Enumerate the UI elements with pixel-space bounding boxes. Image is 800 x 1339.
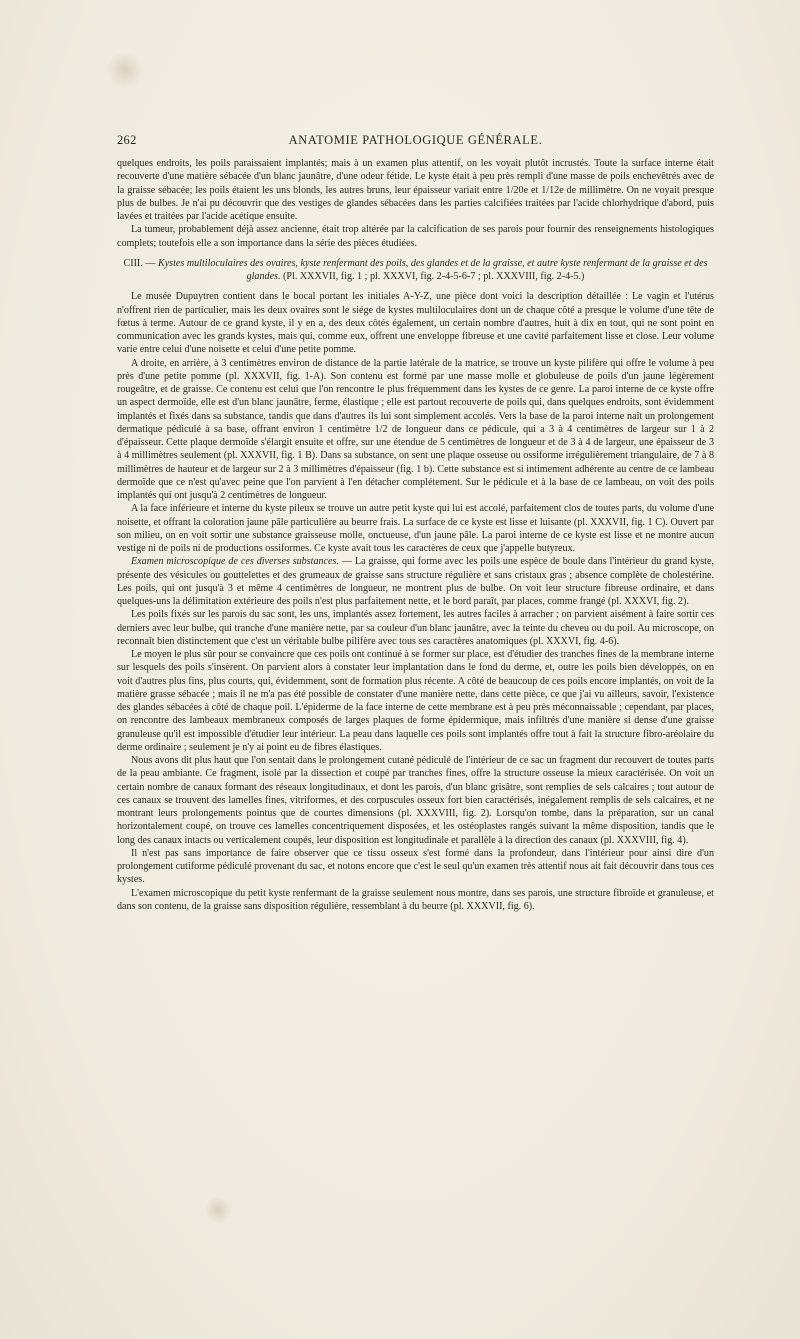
paper-stain: [108, 50, 142, 90]
paragraph: A droite, en arrière, à 3 centimètres environ de distance de la partie latérale de la matrice, se trouve un kyste pilifère qui offre le volume à peu près d'une petite pomme (pl. XXXVII, fig. 1-A). Son contenu est formé par une masse molle et globuleuse de poils d'un jaune légèrement rougeâtre, et de graisse. Ce contenu est celui que l'on rencontre le plus fréquemment dans les kystes de ce genre. La paroi interne de ce kyste offre un aspect dermoïde, elle est d'un blanc jaunâtre, ferme, élastique ; elle est partout recouverte de poils qui, dans quelques endroits, sont évidemment implantés et fixés dans sa substance, tandis que dans d'autres ils lui sont simplement accolés. Vers la base de la paroi interne naît un prolongement dermatique pédiculé à sa base, offrant environ 1 centimètre 1/2 de longueur dans ce pédicule, qui a 3 à 4 centimètres de largeur sur 1 à 2 d'épaisseur. Cette plaque dermoïde s'élargit ensuite et offre, sur une étendue de 5 centimètres de longueur et de 3 à 4 de largeur, une épaisseur de 3 à 4 millimètres seulement (pl. XXXVII, fig. 1 B). Dans sa substance, on sent une plaque osseuse ou ossiforme irrégulièrement triangulaire, de 7 à 8 millimètres de hauteur et de largeur sur 2 à 3 millimètres d'épaisseur (fig. 1 b). Cette substance est si intimement adhérente au centre de ce lambeau dermoïde que ce n'est qu'avec peine que l'on parvient à l'en détacher complétement. Sur le pédicule et à la base de ce lambeau, on voit des poils implantés qui ont jusqu'à 2 centimètres de longueur.: [117, 357, 714, 501]
paragraph: A la face inférieure et interne du kyste pileux se trouve un autre petit kyste qui lui est accolé, parfaitement clos de toutes parts, du volume d'une noisette, et offrant la coloration jaune pâle particulière au beurre frais. La surface de ce kyste est lisse et luisante (pl. XXXVII, fig. 1 C). Ouvert par son milieu, on en voit sortir une substance graisseuse molle, onctueuse, d'un jaune pâle. La paroi interne de ce kyste est lisse et ne montre aucun vestige ni de poils ni de productions ossiformes. Ce kyste avait tous les caractères de ceux que j'appelle butyreux.: [117, 503, 714, 554]
paragraph: Les poils fixés sur les parois du sac sont, les uns, implantés assez fortement, les autres faciles à arracher ; on parvient aisément à faire sortir ces derniers avec leur bulbe, qui tranche d'une manière nette, par sa couleur d'un blanc jaunâtre, avec la teinte du cheveu ou du poil. Au microscope, on reconnaît bien distinctement que c'est un véritable bulbe pilifère avec tous ses caractères anatomiques (pl. XXXVI, fig. 4-6).: [117, 609, 714, 647]
paragraph: L'examen microscopique du petit kyste renfermant de la graisse seulement nous montre, dans ses parois, une structure fibroïde et granuleuse, et dans son contenu, de la graisse sans disposition régulière, ressemblant à du beurre (pl. XXXVII, fig. 6).: [117, 887, 714, 912]
paragraph: La tumeur, probablement déjà assez ancienne, était trop altérée par la calcification de ses parois pour fournir des renseignements histologiques complets; toutefois elle a son importance dans la série des pièces étudiées.: [117, 224, 714, 249]
paragraph: [117, 555, 714, 608]
paragraph: quelques endroits, les poils paraissaient implantés; mais à un examen plus attentif, on les voyait plutôt incrustés. Toute la surface interne était recouverte d'une matière sébacée d'un blanc jaunâtre, d'une odeur fétide. Le kyste était à peu près rempli d'une masse de poils enchevêtrés avec de la graisse sébacée; les poils étaient les uns blonds, les autres bruns, leur épaisseur variait entre 1/20e et 1/12e de millimètre. On ne voyait presque plus de bulbes. Je n'ai pu découvrir que des vestiges de glandes sébacées dans les parties calcifiées traitées par l'acide chlorhydrique d'abord, puis lavées et traitées par l'acide acétique ensuite.: [117, 158, 714, 222]
paragraph-text: — La graisse, qui forme avec les poils une espèce de boule dans l'intérieur du grand kyste, présente des vésicules ou gouttelettes et des grumeaux de graisse sans structure régulière et sans cristaux gras ; absence complète de cholestérine. Les poils, qui ont jusqu'à 3 et même 4 centimètres de longueur, ne montrent plus de bulbe. On voit leur structure fibreuse ordinaire, et dans quelques-uns la délimitation extérieure des poils n'est plus parfaitement nette, et le bord paraît, par places, comme frangé (pl. XXXVI, fig. 2).: [117, 556, 714, 607]
paragraph: Le moyen le plus sûr pour se convaincre que ces poils ont continué à se former sur place, est d'étudier des tranches fines de la membrane interne sur lesquels des poils s'insèrent. On parvient alors à constater leur implantation dans le fond du derme, et, outre les poils bien développés, on en voit d'autres plus fins, plus courts, qui, évidemment, sont de formation plus récente. A côté de beaucoup de ces poils encore implantés, on voit de la matière grasse sébacée ; mais il ne m'a pas été possible de constater d'une manière nette, dans cette pièce, ce que j'ai vu ailleurs, savoir, l'existence des glandes sébacées à côté de chaque poil. L'épiderme de la face interne de cette membrane est à peu près méconnaissable ; cependant, par places, on rencontre des lambeaux membraneux composés de larges plaques de forme épidermique, mais infiltrés d'une manière si dense d'une graisse granuleuse qu'il est impossible d'étudier leur intérieur. La peau dans laquelle ces poils sont implantés offre tout à fait la structure fibro-aréolaire du derme ordinaire ; seulement je n'y ai point eu de fibres élastiques.: [117, 649, 714, 753]
running-title: ANATOMIE PATHOLOGIQUE GÉNÉRALE.: [288, 133, 543, 147]
section-references: (Pl. XXXVII, fig. 1 ; pl. XXXVI, fig. 2-4-5-6-7 ; pl. XXXVIII, fig. 2-4-5.): [283, 271, 585, 282]
paragraph: Nous avons dit plus haut que l'on sentait dans le prolongement cutané pédiculé de l'intérieur de ce sac un fragment dur recouvert de toutes parts de la peau ambiante. Ce fragment, isolé par la dissection et coupé par tranches fines, offre la structure osseuse la mieux caractérisée. On voit un certain nombre de canaux formant des réseaux longitudinaux, et dont les parois, d'un blanc grisâtre, sont remplies de sels calcaires ; tout autour de ces canaux se trouvent des lamelles fines, vitriformes, et des corpuscules osseux fort bien caractérisés, inégalement remplis de sels calcaires, et ne montrant leurs prolongements pointus que de courtes dimensions (pl. XXXVIII, fig. 2). Lorsqu'on tombe, dans la préparation, sur un canal horizontalement coupé, on trouve ces lamelles concentriquement disposées, et les ostéoplastes rangés suivant la même disposition, tandis que le long des canaux intacts ou verticalement coupés, leur disposition est longitudinale et parallèle à la direction des canaux (pl. XXXVIII, fig. 4).: [117, 755, 714, 846]
paragraph-lead-italic: Examen microscopique de ces diverses substances.: [131, 556, 339, 568]
paragraph: Il n'est pas sans importance de faire observer que ce tissu osseux s'est formé dans la profondeur, dans l'intérieur pour ainsi dire d'un prolongement cutiforme pédiculé provenant du sac, et notons encore que c'est le seul qu'un examen très attentif nous ait fait découvrir dans tous ces kystes.: [117, 847, 714, 886]
page-number: 262: [117, 133, 137, 147]
paragraph: Le musée Dupuytren contient dans le bocal portant les initiales A-Y-Z, une pièce dont voici la description détaillée : Le vagin et l'utérus n'offrent rien de particulier, mais les deux ovaires sont le siége de kystes multiloculaires dont un de chaque côté a presque le volume d'une tête de fœtus à terme. Autour de ce grand kyste, il y en a, des deux côtés également, un certain nombre d'autres, huit à dix en tout, qui ne sont point en communication avec les grands kystes, mais qui, comme eux, offrent une enveloppe fibreuse et une cavité parfaitement lisse et close. Leur volume varie entre celui d'une noisette et celui d'une petite pomme.: [117, 291, 714, 356]
paper-stain: [205, 1195, 231, 1225]
page-header: [117, 133, 714, 149]
section-title: Kystes multiloculaires des ovaires, kyste renfermant des poils, des glandes et de la graisse, et autre kyste renfermant de la graisse et des glandes.: [157, 257, 708, 282]
section-label: CIII. —: [123, 257, 156, 269]
section-heading: [117, 257, 714, 284]
body-text: [117, 157, 714, 913]
